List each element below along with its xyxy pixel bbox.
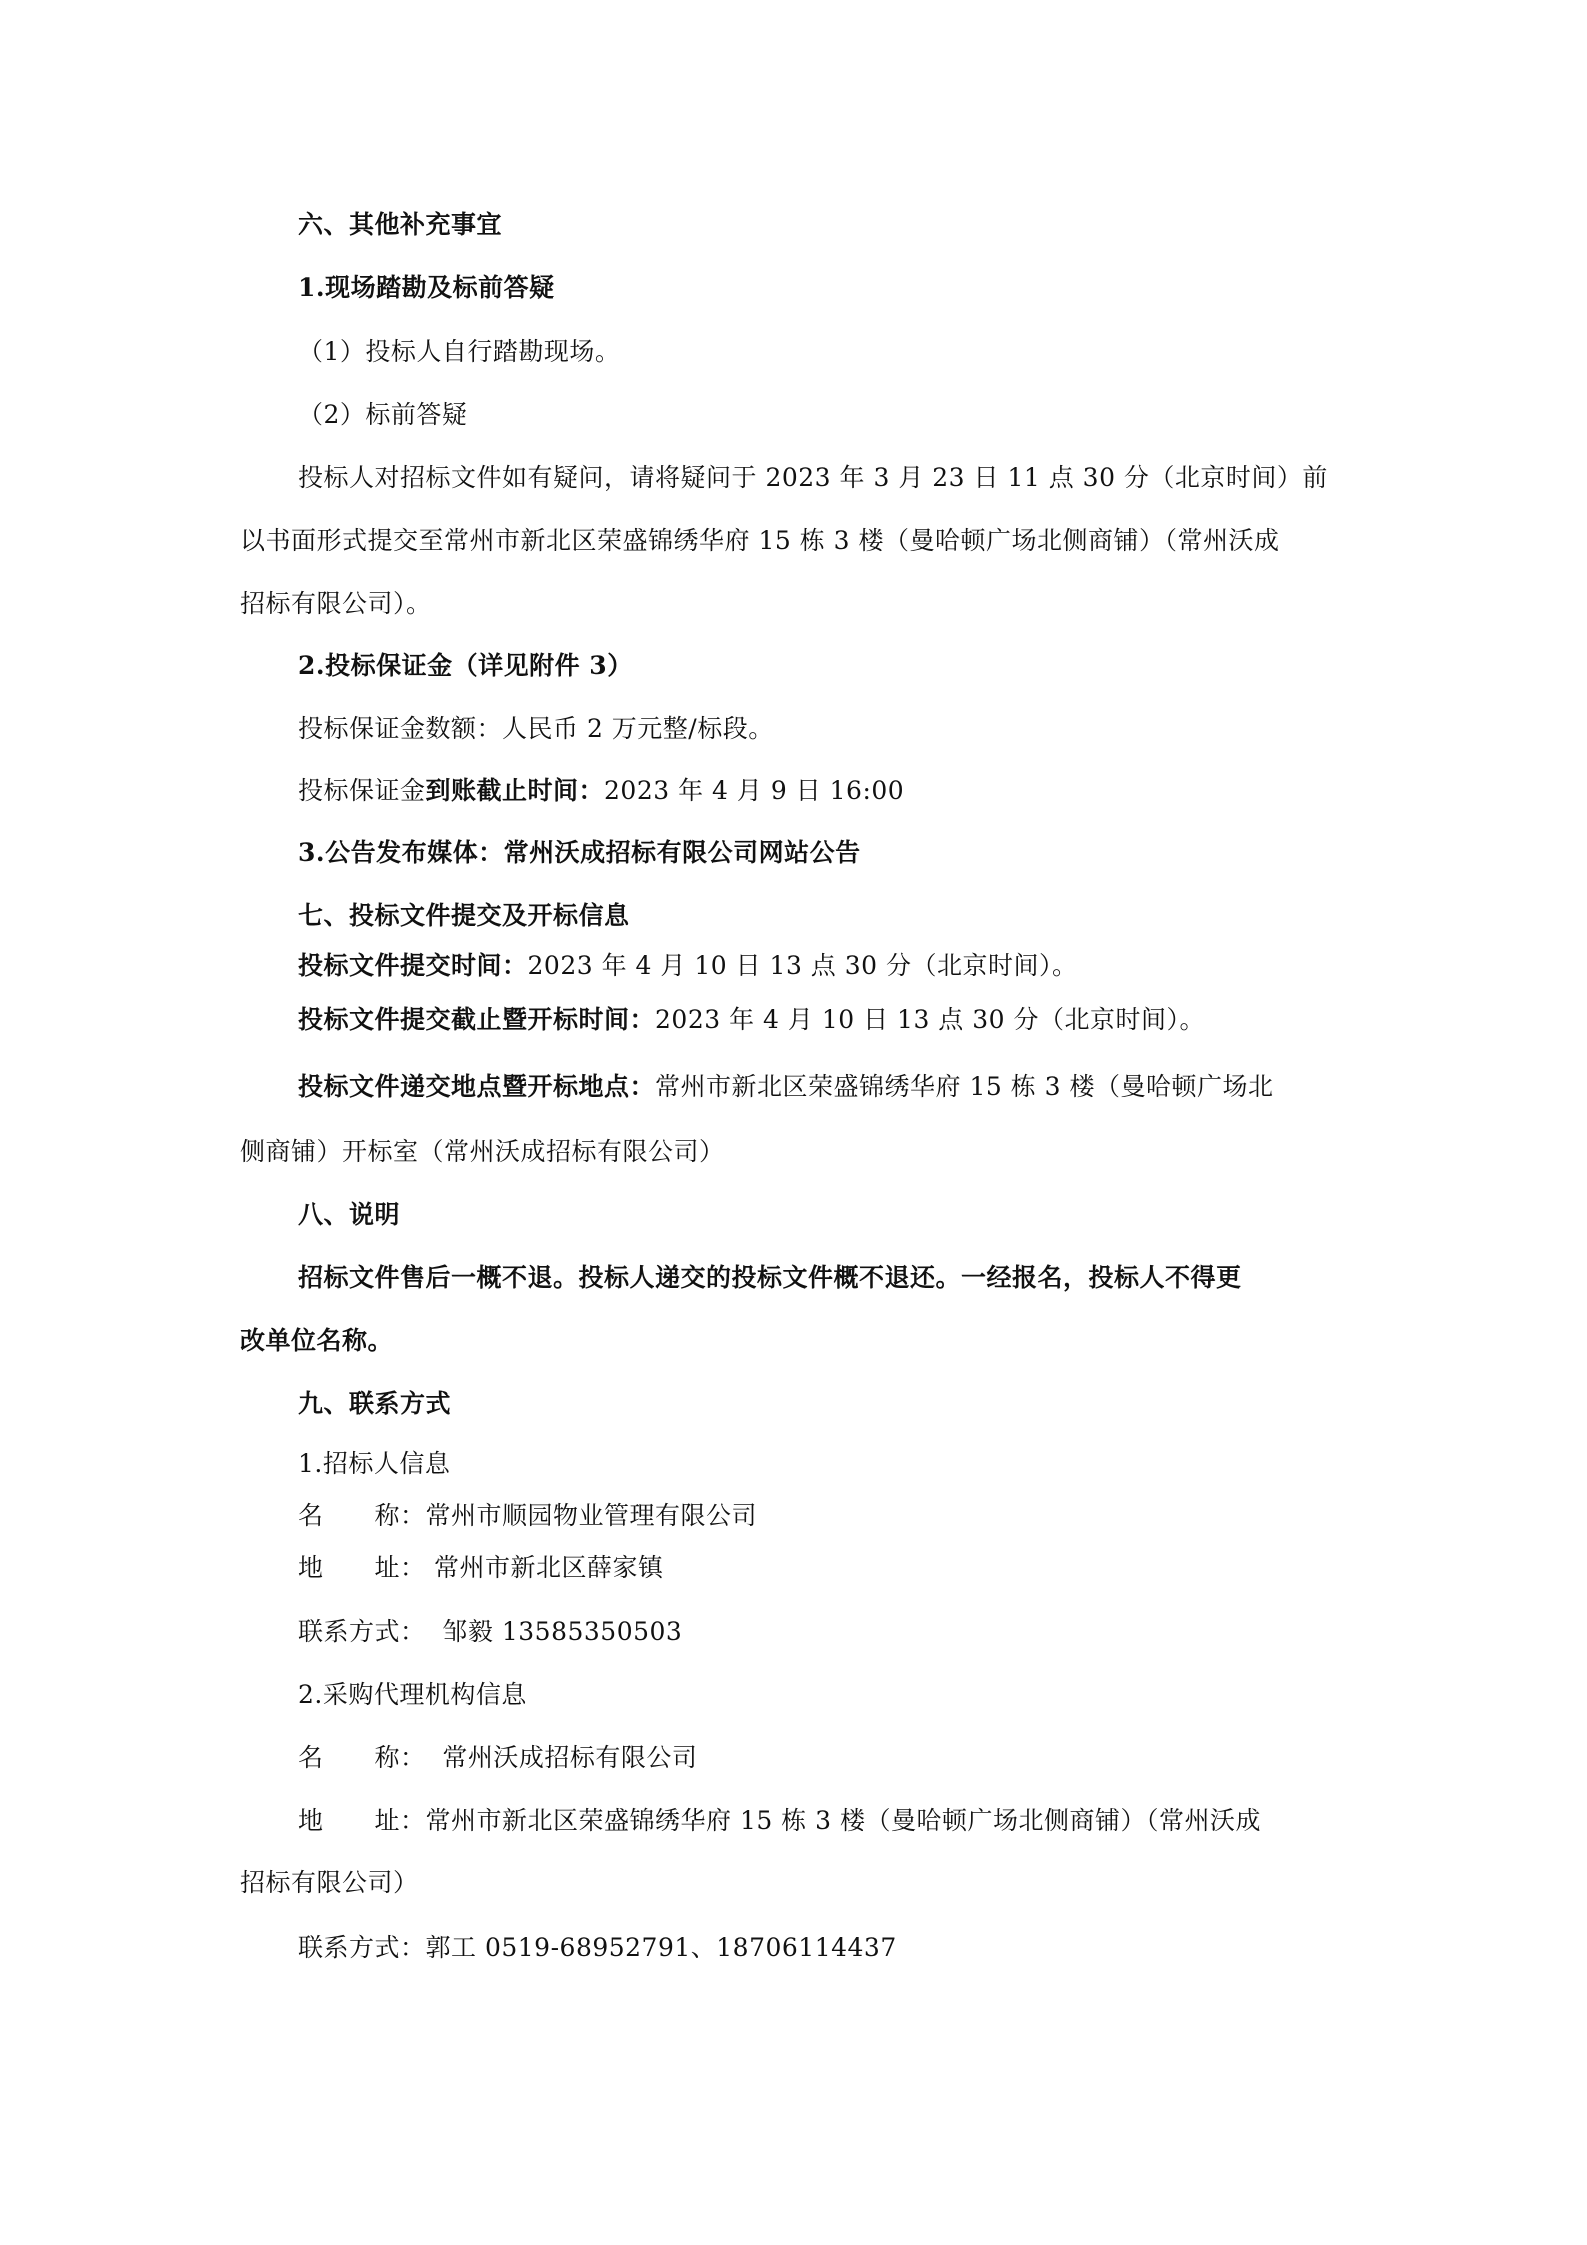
agent-contact-label: 联系方式： bbox=[298, 1933, 426, 1962]
agent-contact-value: 郭工 0519-68952791、18706114437 bbox=[425, 1933, 897, 1962]
qa-paragraph-line-2: 以书面形式提交至常州市新北区荣盛锦绣华府 15 栋 3 楼（曼哈顿广场北侧商铺）（常州沃成 bbox=[240, 526, 1280, 555]
deposit-amount: 投标保证金数额：人民币 2 万元整/标段。 bbox=[298, 714, 774, 743]
item-1-sub-1: （1）投标人自行踏勘现场。 bbox=[298, 337, 621, 366]
agent-info-title: 2.采购代理机构信息 bbox=[298, 1680, 527, 1709]
item-2-title: 2.投标保证金（详见附件 3） bbox=[298, 651, 633, 680]
tenderer-address bbox=[298, 1552, 663, 1584]
section-6-heading: 六、其他补充事宜 bbox=[298, 210, 503, 239]
section-8-heading: 八、说明 bbox=[298, 1200, 401, 1229]
submission-place-line-1 bbox=[298, 1071, 1274, 1103]
item-1-title: 1.现场踏勘及标前答疑 bbox=[298, 273, 555, 302]
agent-contact bbox=[298, 1932, 897, 1964]
agent-name-value: 常州沃成招标有限公司 bbox=[442, 1743, 698, 1772]
notes-line-2: 改单位名称。 bbox=[240, 1326, 394, 1355]
submission-place-label: 投标文件递交地点暨开标地点： bbox=[298, 1072, 656, 1101]
deposit-deadline-value: 2023 年 4 月 9 日 16:00 bbox=[604, 776, 905, 805]
agent-address-line-1 bbox=[298, 1805, 1261, 1837]
item-1-sub-2: （2）标前答疑 bbox=[298, 400, 468, 429]
agent-name bbox=[298, 1742, 697, 1774]
agent-address-value: 常州市新北区荣盛锦绣华府 15 栋 3 楼（曼哈顿广场北侧商铺）（常州沃成 bbox=[425, 1806, 1262, 1835]
qa-paragraph-line-3: 招标有限公司）。 bbox=[240, 589, 432, 618]
deadline-opening-time bbox=[298, 1004, 1205, 1036]
tenderer-info-title: 1.招标人信息 bbox=[298, 1449, 451, 1478]
deposit-deadline-prefix: 投标保证金 bbox=[298, 776, 426, 805]
agent-address-line-2: 招标有限公司） bbox=[240, 1868, 419, 1897]
deadline-opening-value: 2023 年 4 月 10 日 13 点 30 分（北京时间）。 bbox=[655, 1005, 1206, 1034]
submission-place-line-2: 侧商铺）开标室（常州沃成招标有限公司） bbox=[240, 1137, 725, 1166]
tenderer-name-value: 常州市顺园物业管理有限公司 bbox=[425, 1501, 758, 1530]
deadline-opening-label: 投标文件提交截止暨开标时间： bbox=[298, 1005, 656, 1034]
qa-paragraph-line-1: 投标人对招标文件如有疑问，请将疑问于 2023 年 3 月 23 日 11 点 30 分（北京时间）前 bbox=[298, 463, 1328, 492]
section-7-heading: 七、投标文件提交及开标信息 bbox=[298, 901, 630, 930]
tenderer-contact bbox=[298, 1616, 682, 1648]
submit-time bbox=[298, 950, 1078, 982]
deposit-deadline-label: 到账截止时间： bbox=[425, 776, 605, 805]
submit-time-label: 投标文件提交时间： bbox=[298, 951, 528, 980]
section-9-heading: 九、联系方式 bbox=[298, 1389, 452, 1418]
submit-time-value: 2023 年 4 月 10 日 13 点 30 分（北京时间）。 bbox=[527, 951, 1078, 980]
tenderer-contact-value: 邹毅 13585350503 bbox=[442, 1617, 683, 1646]
deposit-deadline bbox=[298, 775, 904, 807]
tenderer-address-value: 常州市新北区薛家镇 bbox=[433, 1553, 664, 1582]
notes-line-1: 招标文件售后一概不退。投标人递交的投标文件概不退还。一经报名，投标人不得更 bbox=[298, 1263, 1242, 1292]
agent-name-label: 名 称： bbox=[298, 1743, 426, 1772]
tenderer-contact-label: 联系方式： bbox=[298, 1617, 426, 1646]
item-3-publication-media: 3.公告发布媒体：常州沃成招标有限公司网站公告 bbox=[298, 838, 861, 867]
agent-address-label: 地 址： bbox=[298, 1806, 426, 1835]
tenderer-name bbox=[298, 1500, 757, 1532]
submission-place-value: 常州市新北区荣盛锦绣华府 15 栋 3 楼（曼哈顿广场北 bbox=[655, 1072, 1274, 1101]
tenderer-address-label: 地 址： bbox=[298, 1553, 426, 1582]
tenderer-name-label: 名 称： bbox=[298, 1501, 426, 1530]
